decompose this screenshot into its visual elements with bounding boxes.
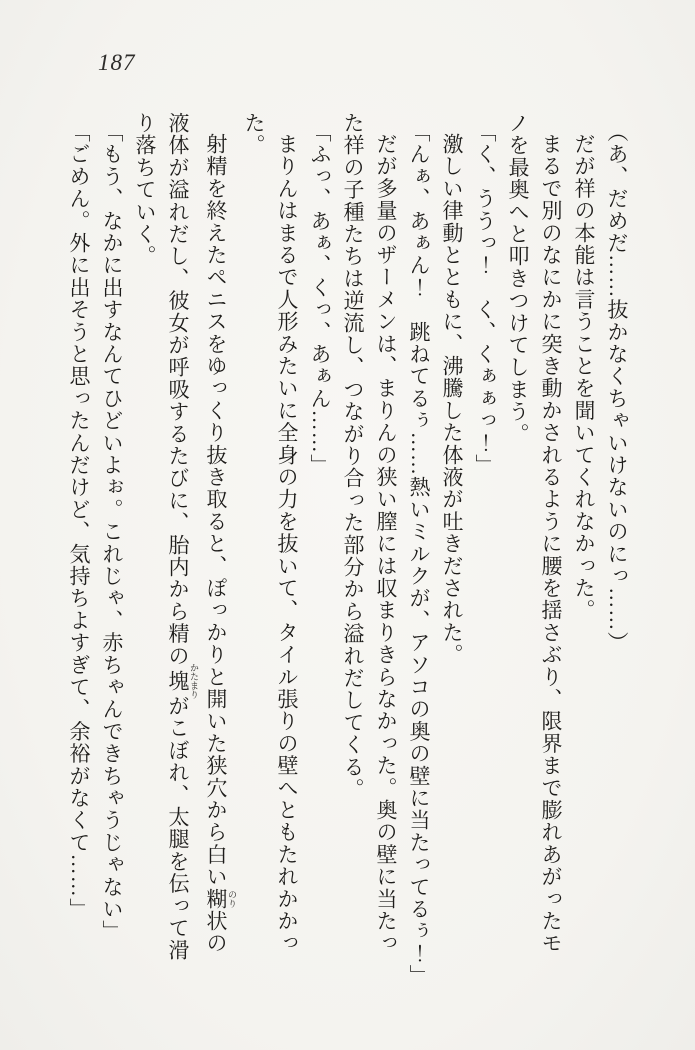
text-line: 「んぁ、あぁん！ 跳ねてるぅ……熱いミルクが、アソコの奥の壁に当たってるぅ！」 [407,121,431,988]
text-line: た祥の子種たちは逆流し、つながり合った部分から溢れだしてくる。 [341,112,365,801]
text-line: 激しい律動とともに、沸騰した体液が吐きだされた。 [440,133,464,666]
text-line: り落ちていく。 [133,112,157,268]
text-line: た。 [242,112,266,157]
text-line: 射精を終えたペニスをゆっくり抜き取ると、ぽっかりと開いた狭穴から白い糊 のり状の [204,133,237,955]
ruby-annotation: 塊 かたまり [166,663,199,699]
text-line: 液体が溢れだし、彼女が呼吸するたびに、胎内から精の塊 かたまりがこぼれ、太腿を伝って滑 [166,112,199,962]
text-line: （あ、だめだ……抜かなくちゃいけないのにっ……） [605,121,629,655]
page-number: 187 [98,50,136,75]
text-line: だが祥の本能は言うことを聞いてくれなかった。 [572,133,596,622]
text-line: まるで別のなにかに突き動かされるように腰を揺さぶり、限界まで膨れあがったモ [539,133,563,955]
text-line: 「く、ううっ！ く、くぁぁっ！」 [473,121,497,477]
text-line: まりんはまるで人形みたいに全身の力を抜いて、タイル張りの壁へともたれかかっ [275,133,299,955]
text-line: 「ふっ、あぁ、くっ、あぁん……」 [308,121,332,477]
text-line: 「ごめん。外に出そうと思ったんだけど、気持ちよすぎて、余裕がなくて……」 [67,121,91,921]
ruby-annotation: 糊 のり [204,887,237,911]
text-line: ノを最奥へと叩きつけてしまう。 [506,112,530,445]
text-line: だが多量のザーメンは、まりんの狭い膣には収まりきらなかった。奥の壁に当たっ [374,133,398,955]
text-block [62,112,633,988]
text-line: 「もう、なかに出すなんてひどいよぉ。これじゃ、赤ちゃんできちゃうじゃない」 [100,121,124,943]
